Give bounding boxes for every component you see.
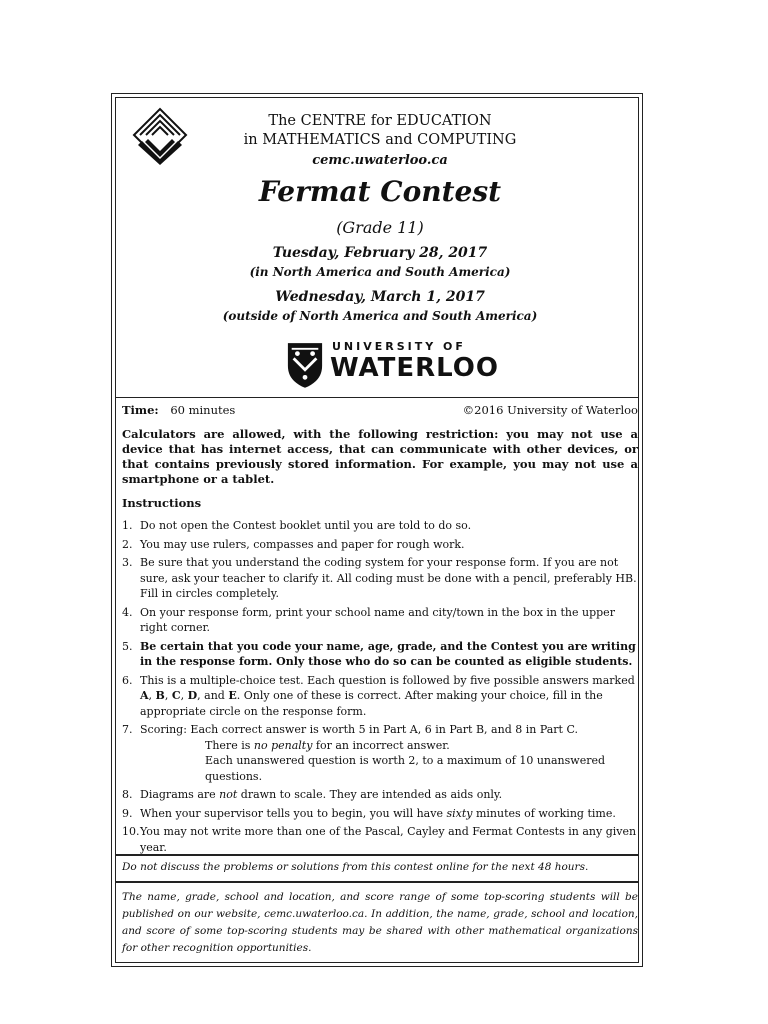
- date-americas: Tuesday, February 28, 2017: [272, 245, 488, 261]
- list-item: 4. On your response form, print your school name and city/town in the box in the upper right corner.: [122, 605, 615, 634]
- university-logo: [286, 340, 499, 390]
- contest-grade: (Grade 11): [336, 218, 424, 237]
- list-item: 3. Be sure that you understand the coding system for your response form. If you are not sure, ask your teacher to clarify it. All coding must be done with a pencil, preferably HB. Fill in circles completely.: [122, 556, 637, 600]
- list-item: 2. You may use rulers, compasses and paper for rough work.: [122, 537, 465, 551]
- shield-icon: [286, 340, 324, 390]
- location-outside: (outside of North America and South America): [222, 309, 538, 323]
- list-item: 10. You may not write more than one of the Pascal, Cayley and Fermat Contests in any given year.: [122, 825, 637, 854]
- instructions-list: [122, 518, 638, 858]
- list-item: 7. Scoring: Each correct answer is worth 5 in Part A, 6 in Part B, and 8 in Part C. There is no penalty for an incorrect answer. Each unanswered question is worth 2, to a maximum of 10 unanswered questions.: [122, 723, 606, 783]
- logo-text-bottom: WATERLOO: [330, 353, 499, 383]
- time-value: 60 minutes: [170, 403, 236, 417]
- contest-title: Fermat Contest: [258, 175, 502, 208]
- time-row: [122, 403, 638, 417]
- header-line-1: The CENTRE for EDUCATION: [268, 113, 492, 129]
- divider-notice: [115, 854, 639, 856]
- instructions-heading: Instructions: [122, 496, 202, 510]
- header-line-2: in MATHEMATICS and COMPUTING: [243, 132, 517, 148]
- location-americas: (in North America and South America): [249, 265, 511, 279]
- list-item: 5. Be certain that you code your name, age, grade, and the Contest you are writing in the response form. Only those who do so can be counted as eligible students.: [122, 639, 636, 668]
- calculator-policy: Calculators are allowed, with the following restriction: you may not use a device that has internet access, that can communicate with other devices, or that contains previously stored information. For example, you may not use a smartphone or a tablet.: [122, 427, 638, 486]
- copyright: ©2016 University of Waterloo: [462, 403, 638, 417]
- date-outside: Wednesday, March 1, 2017: [275, 289, 485, 305]
- time-label: Time:: [122, 403, 159, 417]
- list-item: 1. Do not open the Contest booklet until you are told to do so.: [122, 519, 472, 532]
- list-item: 6. This is a multiple-choice test. Each question is followed by five possible answers marked A, B, C, D, and E. Only one of these is correct. After making your choice, fill in the appropriate circle on the response form.: [122, 673, 635, 718]
- header-website: cemc.uwaterloo.ca: [312, 153, 448, 168]
- discussion-notice: Do not discuss the problems or solutions from this contest online for the next 48 hours.: [122, 861, 589, 873]
- logo-text-top: UNIVERSITY OF: [332, 340, 466, 353]
- publication-notice: The name, grade, school and location, and score range of some top-scoring students will be published on our website, cemc.uwaterloo.ca. In addition, the name, grade, school and location, and score of some top-scoring students may be shared with other mathematical organizations for other recognition opportunities.: [122, 891, 638, 954]
- list-item: 9. When your supervisor tells you to begin, you will have sixty minutes of working time.: [122, 806, 616, 820]
- divider-publication: [115, 881, 639, 883]
- divider-top: [115, 397, 639, 398]
- list-item: 8. Diagrams are not drawn to scale. They are intended as aids only.: [122, 788, 503, 801]
